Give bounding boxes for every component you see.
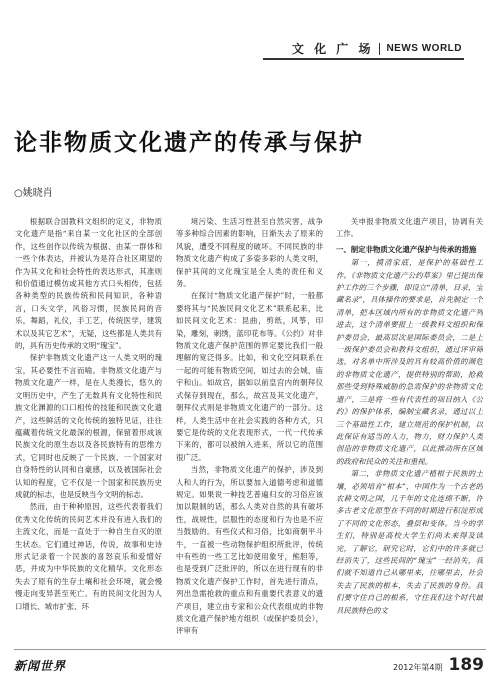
paragraph: 当然，非物质文化遗产的保护，涉及到人和人的行为，所以要加入道德考虑和道德规定。如果说一种技艺普遍归女的习俗应该加以限制的话，那么人类对自然的具有破坏性，战规性，层服性的态度和行为也是不应当鼓励的。有些仪式和习俗，比如商朝平斗牛，一直被一些动物保护组织所批评，传统中有些的一些工艺比如使用象牙，熊胆等，也是受到广泛批评的，所以在进行现有的非物质文化遗产保护工作时，首先进行清点，列出急需抢救的重点和有重要代表意义的遗产项目，建立由专家和公众代表组成的非物质文化遗产保护地方组织（或保护委员会），评审有 [176, 465, 323, 636]
journal-name-en: NEWS WORLD [386, 43, 462, 54]
article-author: ○姚晓肖 [14, 188, 53, 199]
paragraph: 然而，由于种种原因，这些代表着我们优秀文化传统的民间艺术并没有进入我们的主流文化，而是一直处于一种自生自灭的原生状态。它们通过神话，传说，故事和史诗形式记录着一个民族的喜怒哀乐和爱憎好恶，并成为中华民族的文化精华。文化形态失去了原有的生存土壤和社会环境，就会慢慢走向变异甚至死亡。有的民间文化因为人口增长、城市扩张、环 [15, 502, 162, 611]
paragraph: 第一，摸清家底，是保护的基础性工作。《非物质文化遗产公约草案》里已提出保护工作的三个步骤，即设立“清单，目录，宝藏名录”，具体操作的要求是，首先制定一个清单，把本区域内所有的非物质文化遗产列进去，这个清单要报上一级教科文组织和保护委员会，最高层次是国际委员会，二是上一级保护委员会和教科文组织，通过评审筛选，对名单中所涉及的具有较高价值的濒危的非物质文化遗产，提供特别的帮助，抢救那些受到特殊威胁的急需保护的非物质文化遗产，三是将一些有代表性的项目纳入《公约》的保护体系，编制宝藏名录，通过以上三个基础性工作，建立规范的保护机制，以此保证有适当的人力，物力，财力保护人类创造的非物质文化遗产，以此推动所在区域的政府和民众的关注和重视。 [336, 258, 483, 466]
section-header [292, 40, 462, 57]
header-rule [263, 58, 464, 60]
paragraph: 保护非物质文化遗产这一人类文明的瑰宝，其必要性不言而喻。非物质文化遗产与物质文化遗产一样，是在人类漫长，悠久的文明历史中，产生了无数具有文化特性和民族文化渊源的口口相传的技能和民族文化遗产，这些鲜活的文化传统的独特见证，往往蕴藏着传统文化最深的根源，保留着形成该民族文化的原生态以及各民族特有的思维方式，它同时也反映了一个民族、一个国家对自身特性的认同和自豪感，以及被国际社会认知的程度，它不仅是一个国家和民族历史成就的标志，也是反映当今文明的标志。 [15, 353, 162, 499]
section-name: 文 化 广 场 [291, 42, 374, 56]
paragraph: 第二，非物质文化遗产植根于民族的土壤，必须培育“根本”，中国作为一个古老的农耕文明之国，几千年的文化连绵不断，许多古老文化原型在不同的时期进行积淀形成了不同的文化形态，叠层和变体。当今的学生们，特别是高校大学生们尚未来得及读完，了解它，研究它时，它们中的许多就已经消失了，这些民间的“瑰宝”一经消失，我们就不知道自己从哪里来，往哪里去，社会失去了民族的根本，失去了民族的身份。我们要守住自己的根系，守住我们这个时代最具民族特色的文 [336, 469, 483, 615]
paragraph: 境污染、生活习性甚至自然灾害，战争等多种综合因素的影响，日渐失去了原来的风貌，遭受不同程度的破坏。不同民族的非物质文化遗产构成了多姿多彩的人类文明，保护其间的文化瑰宝是全人类的责任和义务。 [176, 217, 323, 289]
page-footer [14, 651, 484, 679]
section-subheading: 一、制定非物质文化遗产保护与传承的措施 [336, 244, 477, 254]
journal-logo: 新闻世界 [14, 658, 67, 673]
issue-info [393, 655, 484, 675]
header-divider [379, 43, 380, 55]
paragraph: 在探讨“物质文化遗产保护”时，一般都要将其与“民族民间文化艺术”联系起来，比如民间文化艺术：昆曲，剪纸，风筝，印染，雕刻，刺绣，蓝印花布等。《公约》对非物质文化遗产保护范围的界定要比我们一般理解的宽泛得多。比如，和文化空间联系在一起的可能有物质空间，如过去的会城，庙宇和山。如故宫，据如以前皇宫内的朝拜仪式保存到现在，那么，故宫及其文化遗产，朝拜仪式则是非物质文化遗产的一部分。这样，人类生活中在社会实践的各种方式，只要它是传统的文化表现形式，一代一代传承下来的，都可以被纳入进来，所以它的范围很广泛。 [176, 291, 323, 462]
paragraph: 根据联合国教科文组织的定义，非物质文化遗产是指“来自某一文化社区的全部创作，这些创作以传统为根据、由某一群体和一些个体表达，并被认为是符合社区期望的作为其文化和社会特性的表达形式，其准则和价值通过模仿或其他方式口头相传，包括各种类型的民族传统和民间知识，各种语言，口头文学，风俗习惯，民族民间的音乐，舞蹈，礼仪，手工艺，传统医学，建筑术以及其它艺术”，无疑，这些都是人类共有的，具有历史传承的文明“瑰宝”。 [15, 217, 162, 351]
text-column-3 [336, 216, 483, 644]
page-number: 189 [448, 655, 484, 675]
issue-label: 2012年第4期 [393, 663, 443, 672]
footer-rule [14, 649, 486, 650]
article-title: 论非物质文化遗产的传承与保护 [14, 130, 364, 156]
text-column-1 [15, 216, 162, 644]
paragraph: 关申报非物质文化遗产项目，协调有关工作。 [336, 217, 483, 239]
text-column-2 [176, 216, 323, 644]
